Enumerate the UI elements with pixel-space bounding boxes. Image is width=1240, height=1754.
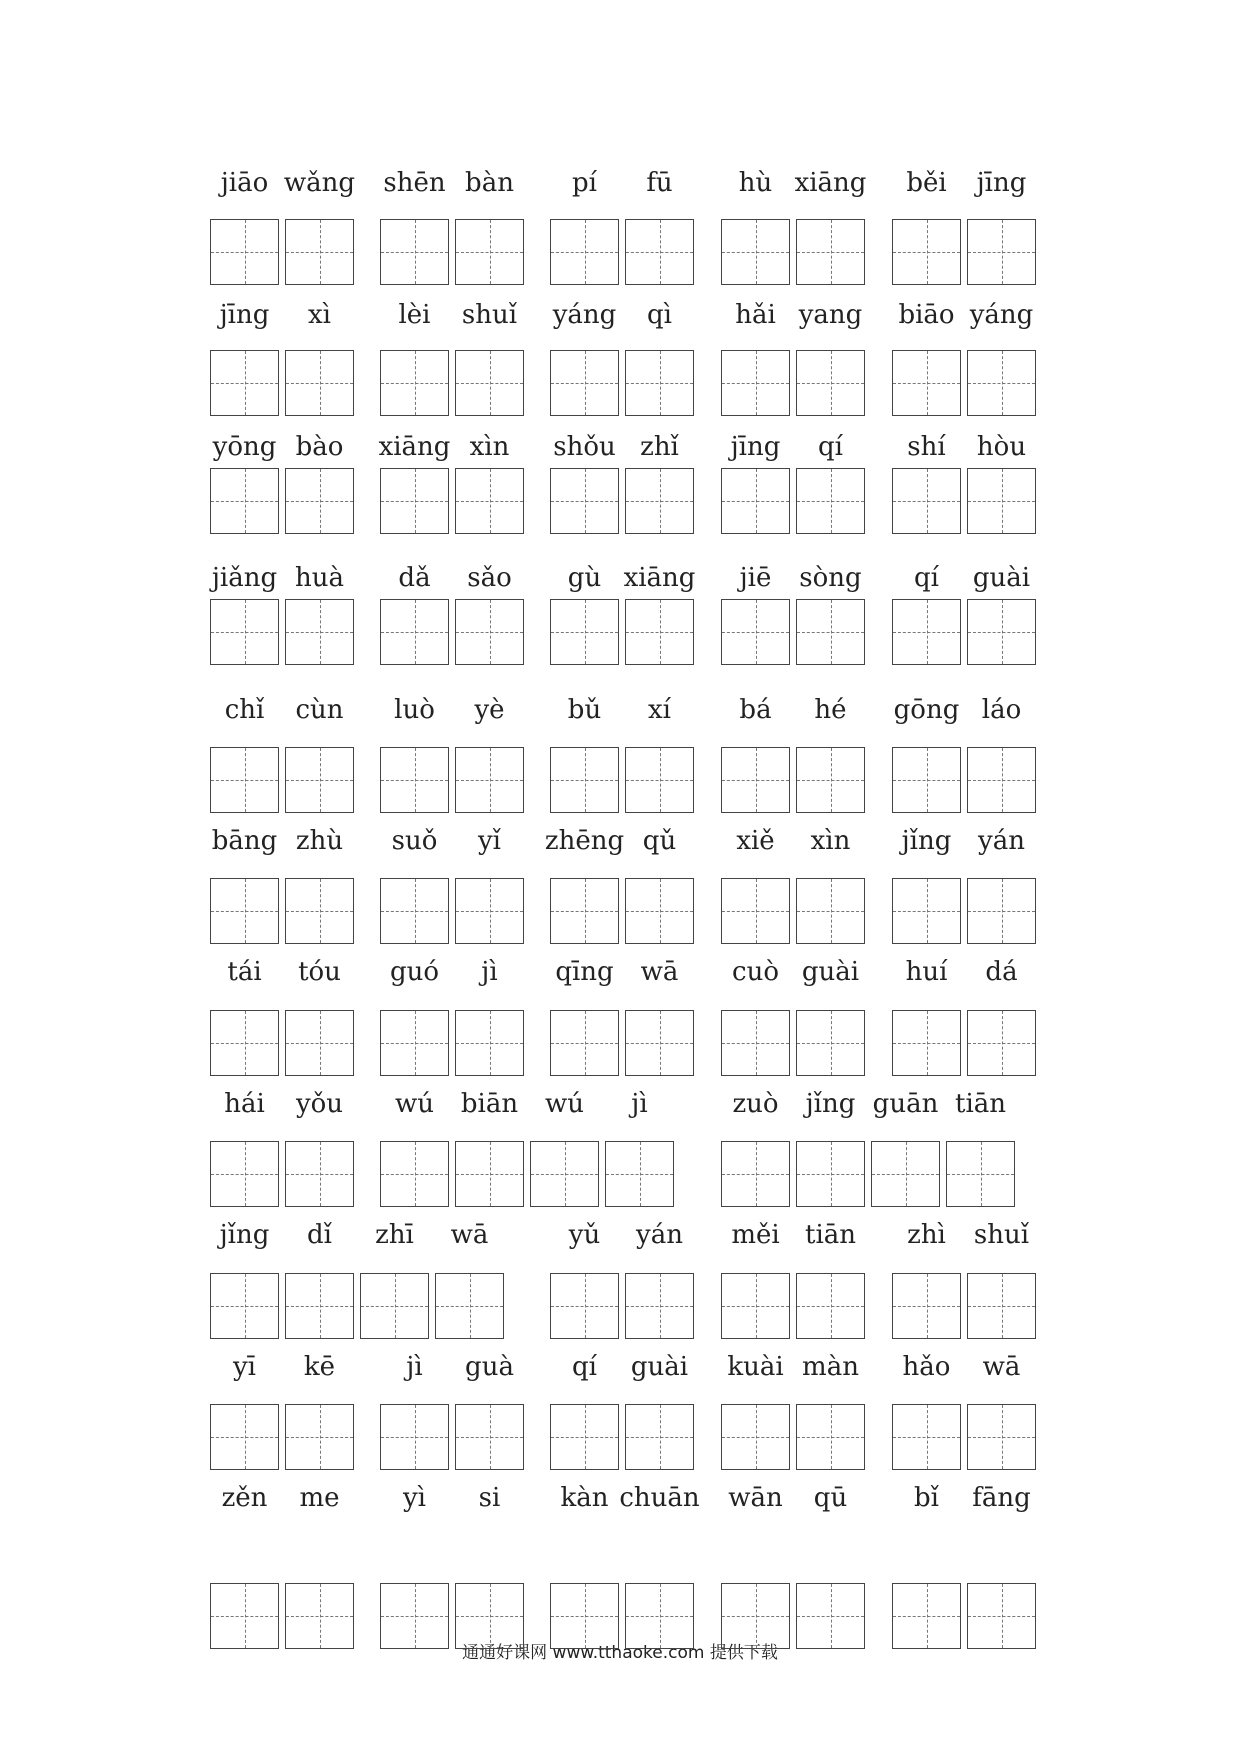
writing-grid-box[interactable] — [380, 878, 449, 944]
pinyin-label: zhēng — [544, 826, 625, 856]
writing-grid-box[interactable] — [550, 1404, 619, 1470]
writing-grid-box[interactable] — [967, 747, 1036, 813]
writing-grid-box[interactable] — [967, 350, 1036, 416]
pinyin-label: chǐ — [224, 695, 265, 725]
pinyin-label: yī — [232, 1352, 257, 1382]
writing-grid-box[interactable] — [550, 219, 619, 285]
pinyin-label: guān — [872, 1089, 939, 1119]
writing-grid-box[interactable] — [871, 1141, 940, 1207]
writing-grid-box[interactable] — [210, 219, 279, 285]
writing-grid-box[interactable] — [455, 878, 524, 944]
writing-grid-box[interactable] — [721, 878, 790, 944]
writing-grid-box[interactable] — [455, 219, 524, 285]
writing-grid-box[interactable] — [380, 1583, 449, 1649]
pinyin-label: jiāo — [220, 168, 269, 198]
pinyin-label: wā — [640, 957, 679, 987]
writing-grid-box[interactable] — [721, 1273, 790, 1339]
writing-grid-box[interactable] — [210, 1010, 279, 1076]
pinyin-label: guài — [630, 1352, 689, 1382]
pinyin-label: hǎi — [735, 300, 776, 330]
pinyin-label: shí — [907, 432, 946, 462]
writing-grid-box[interactable] — [796, 878, 865, 944]
pinyin-label: zhì — [907, 1220, 946, 1250]
writing-grid-box[interactable] — [721, 747, 790, 813]
writing-grid-box[interactable] — [892, 1583, 961, 1649]
writing-grid-box[interactable] — [285, 350, 354, 416]
writing-grid-box[interactable] — [455, 599, 524, 665]
pinyin-label: luò — [394, 695, 435, 725]
pinyin-label: biāo — [898, 300, 955, 330]
pinyin-label: si — [478, 1483, 501, 1513]
writing-grid-box[interactable] — [892, 878, 961, 944]
pinyin-label: tiān — [804, 1220, 857, 1250]
pinyin-label: wǎng — [283, 168, 356, 198]
pinyin-label: kuài — [727, 1352, 784, 1382]
writing-grid-box[interactable] — [967, 1273, 1036, 1339]
writing-grid-box[interactable] — [455, 1404, 524, 1470]
pinyin-label: qí — [914, 563, 939, 593]
pinyin-label: lèi — [398, 300, 431, 330]
pinyin-label: wú — [395, 1089, 434, 1119]
pinyin-label: hái — [224, 1089, 265, 1119]
pinyin-label: jiǎng — [211, 563, 278, 593]
writing-grid-box[interactable] — [455, 1010, 524, 1076]
writing-grid-box[interactable] — [210, 1273, 279, 1339]
writing-grid-box[interactable] — [210, 599, 279, 665]
writing-grid-box[interactable] — [530, 1141, 599, 1207]
writing-grid-box[interactable] — [625, 1010, 694, 1076]
pinyin-label: cuò — [732, 957, 779, 987]
writing-grid-box[interactable] — [550, 1583, 619, 1649]
pinyin-label: shuǐ — [973, 1220, 1030, 1250]
pinyin-label: hǎo — [902, 1352, 951, 1382]
pinyin-label: gù — [567, 563, 602, 593]
pinyin-label: xìn — [469, 432, 510, 462]
pinyin-label: hòu — [976, 432, 1027, 462]
pinyin-label: jǐng — [219, 1220, 270, 1250]
pinyin-label: yè — [474, 695, 505, 725]
pinyin-label: xiě — [736, 826, 775, 856]
pinyin-label: qí — [818, 432, 843, 462]
pinyin-label: wā — [450, 1220, 489, 1250]
writing-grid-box[interactable] — [625, 747, 694, 813]
pinyin-label: měi — [731, 1220, 780, 1250]
pinyin-label: běi — [906, 168, 947, 198]
writing-grid-box[interactable] — [967, 1583, 1036, 1649]
writing-grid-box[interactable] — [721, 350, 790, 416]
pinyin-label: zhī — [375, 1220, 414, 1250]
pinyin-label: guài — [972, 563, 1031, 593]
writing-grid-box[interactable] — [210, 1583, 279, 1649]
pinyin-label: sòng — [799, 563, 862, 593]
writing-grid-box[interactable] — [380, 1141, 449, 1207]
writing-grid-box[interactable] — [892, 1010, 961, 1076]
pinyin-label: biān — [460, 1089, 519, 1119]
pinyin-label: yang — [798, 300, 863, 330]
pinyin-label: guài — [801, 957, 860, 987]
pinyin-label: xí — [648, 695, 671, 725]
writing-grid-box[interactable] — [625, 599, 694, 665]
pinyin-label: bá — [739, 695, 772, 725]
writing-grid-box[interactable] — [796, 219, 865, 285]
pinyin-label: shǒu — [553, 432, 616, 462]
pinyin-label: huà — [295, 563, 344, 593]
pinyin-label: jīng — [730, 432, 781, 462]
writing-grid-box[interactable] — [796, 350, 865, 416]
pinyin-label: bǐ — [914, 1483, 939, 1513]
writing-grid-box[interactable] — [967, 1010, 1036, 1076]
pinyin-label: jì — [631, 1089, 648, 1119]
writing-grid-box[interactable] — [285, 1583, 354, 1649]
pinyin-label: yōng — [212, 432, 277, 462]
writing-grid-box[interactable] — [550, 468, 619, 534]
writing-grid-box[interactable] — [625, 219, 694, 285]
pinyin-label: jǐng — [901, 826, 952, 856]
pinyin-label: jì — [481, 957, 498, 987]
writing-grid-box[interactable] — [380, 1010, 449, 1076]
pinyin-label: tóu — [298, 957, 341, 987]
pinyin-label: jì — [406, 1352, 423, 1382]
writing-grid-box[interactable] — [796, 747, 865, 813]
pinyin-label: jǐng — [805, 1089, 856, 1119]
pinyin-label: yán — [636, 1220, 683, 1250]
pinyin-label: dá — [985, 957, 1018, 987]
writing-grid-box[interactable] — [360, 1273, 429, 1339]
writing-grid-box[interactable] — [550, 1010, 619, 1076]
pinyin-label: yǔ — [568, 1220, 601, 1250]
writing-grid-box[interactable] — [892, 350, 961, 416]
writing-grid-box[interactable] — [285, 747, 354, 813]
writing-grid-box[interactable] — [605, 1141, 674, 1207]
pinyin-label: tái — [227, 957, 262, 987]
pinyin-label: qū — [813, 1483, 848, 1513]
writing-grid-box[interactable] — [796, 1010, 865, 1076]
writing-grid-box[interactable] — [550, 878, 619, 944]
writing-grid-box[interactable] — [285, 599, 354, 665]
writing-grid-box[interactable] — [892, 747, 961, 813]
writing-grid-box[interactable] — [285, 1404, 354, 1470]
pinyin-label: yì — [402, 1483, 427, 1513]
writing-grid-box[interactable] — [721, 219, 790, 285]
writing-grid-box[interactable] — [380, 599, 449, 665]
writing-grid-box[interactable] — [210, 1141, 279, 1207]
writing-grid-box[interactable] — [796, 1273, 865, 1339]
pinyin-label: xiāng — [378, 432, 451, 462]
pinyin-label: shuǐ — [461, 300, 518, 330]
writing-grid-box[interactable] — [285, 1273, 354, 1339]
pinyin-label: yǐ — [477, 826, 502, 856]
writing-grid-box[interactable] — [380, 350, 449, 416]
writing-grid-box[interactable] — [721, 1010, 790, 1076]
pinyin-label: màn — [802, 1352, 859, 1382]
pinyin-label: zhù — [295, 826, 344, 856]
writing-grid-box[interactable] — [796, 468, 865, 534]
writing-grid-box[interactable] — [550, 747, 619, 813]
writing-grid-box[interactable] — [796, 599, 865, 665]
writing-grid-box[interactable] — [455, 350, 524, 416]
pinyin-label: xiāng — [623, 563, 696, 593]
pinyin-label: xiāng — [794, 168, 867, 198]
writing-grid-box[interactable] — [285, 1010, 354, 1076]
footer-credit: 通通好课网 www.tthaoke.com 提供下载 — [462, 1643, 778, 1663]
writing-grid-box[interactable] — [892, 468, 961, 534]
writing-grid-box[interactable] — [380, 1404, 449, 1470]
writing-grid-box[interactable] — [210, 878, 279, 944]
writing-grid-box[interactable] — [796, 1583, 865, 1649]
pinyin-label: yǒu — [295, 1089, 344, 1119]
writing-grid-box[interactable] — [285, 468, 354, 534]
pinyin-label: jīng — [219, 300, 270, 330]
pinyin-label: zuò — [732, 1089, 779, 1119]
writing-grid-box[interactable] — [721, 1141, 790, 1207]
pinyin-label: wú — [545, 1089, 584, 1119]
pinyin-label: qì — [647, 300, 672, 330]
pinyin-label: qí — [572, 1352, 597, 1382]
pinyin-label: zhǐ — [640, 432, 679, 462]
pinyin-label: chuān — [619, 1483, 700, 1513]
writing-grid-box[interactable] — [435, 1273, 504, 1339]
pinyin-label: me — [299, 1483, 340, 1513]
writing-grid-box[interactable] — [285, 878, 354, 944]
writing-grid-box[interactable] — [967, 878, 1036, 944]
pinyin-label: kē — [303, 1352, 336, 1382]
writing-grid-box[interactable] — [455, 1141, 524, 1207]
writing-grid-box[interactable] — [967, 1404, 1036, 1470]
pinyin-label: dǐ — [307, 1220, 332, 1250]
pinyin-label: fāng — [972, 1483, 1031, 1513]
writing-grid-box[interactable] — [946, 1141, 1015, 1207]
pinyin-label: wā — [982, 1352, 1021, 1382]
writing-grid-box[interactable] — [721, 599, 790, 665]
writing-grid-box[interactable] — [455, 1583, 524, 1649]
writing-grid-box[interactable] — [210, 747, 279, 813]
pinyin-label: tiān — [954, 1089, 1007, 1119]
pinyin-label: fū — [646, 168, 673, 198]
writing-grid-box[interactable] — [285, 1141, 354, 1207]
pinyin-label: guó — [389, 957, 440, 987]
pinyin-label: yáng — [969, 300, 1034, 330]
writing-grid-box[interactable] — [967, 599, 1036, 665]
writing-grid-box[interactable] — [892, 599, 961, 665]
writing-grid-box[interactable] — [550, 350, 619, 416]
pinyin-label: sǎo — [467, 563, 512, 593]
pinyin-label: qīng — [555, 957, 614, 987]
writing-grid-box[interactable] — [967, 468, 1036, 534]
pinyin-label: bāng — [211, 826, 278, 856]
pinyin-label: suǒ — [391, 826, 438, 856]
writing-grid-box[interactable] — [625, 468, 694, 534]
pinyin-label: bàn — [465, 168, 514, 198]
pinyin-label: jīng — [976, 168, 1027, 198]
writing-grid-box[interactable] — [285, 219, 354, 285]
writing-grid-box[interactable] — [892, 219, 961, 285]
pinyin-label: zěn — [221, 1483, 268, 1513]
writing-grid-box[interactable] — [455, 468, 524, 534]
writing-grid-box[interactable] — [892, 1273, 961, 1339]
writing-grid-box[interactable] — [380, 468, 449, 534]
writing-grid-box[interactable] — [892, 1404, 961, 1470]
pinyin-label: xìn — [810, 826, 851, 856]
pinyin-label: kàn — [560, 1483, 609, 1513]
pinyin-label: dǎ — [398, 563, 431, 593]
pinyin-label: gōng — [893, 695, 960, 725]
pinyin-label: guà — [465, 1352, 514, 1382]
pinyin-label: hù — [738, 168, 773, 198]
writing-grid-box[interactable] — [721, 468, 790, 534]
writing-grid-box[interactable] — [550, 1273, 619, 1339]
writing-grid-box[interactable] — [455, 747, 524, 813]
writing-grid-box[interactable] — [210, 350, 279, 416]
pinyin-label: cùn — [295, 695, 344, 725]
pinyin-label: xì — [308, 300, 331, 330]
writing-grid-box[interactable] — [210, 468, 279, 534]
pinyin-label: láo — [981, 695, 1022, 725]
writing-grid-box[interactable] — [721, 1404, 790, 1470]
writing-grid-box[interactable] — [796, 1404, 865, 1470]
writing-grid-box[interactable] — [625, 878, 694, 944]
writing-grid-box[interactable] — [721, 1583, 790, 1649]
pinyin-label: yán — [978, 826, 1025, 856]
writing-grid-box[interactable] — [625, 350, 694, 416]
writing-grid-box[interactable] — [550, 599, 619, 665]
pinyin-label: bào — [295, 432, 344, 462]
writing-grid-box[interactable] — [967, 219, 1036, 285]
writing-grid-box[interactable] — [380, 219, 449, 285]
writing-grid-box[interactable] — [796, 1141, 865, 1207]
pinyin-label: wān — [728, 1483, 783, 1513]
pinyin-label: hé — [814, 695, 847, 725]
writing-grid-box[interactable] — [625, 1273, 694, 1339]
pinyin-label: shēn — [383, 168, 446, 198]
pinyin-label: pí — [572, 168, 597, 198]
writing-grid-box[interactable] — [380, 747, 449, 813]
pinyin-label: bǔ — [567, 695, 602, 725]
pinyin-label: huí — [905, 957, 948, 987]
writing-grid-box[interactable] — [625, 1404, 694, 1470]
writing-grid-box[interactable] — [625, 1583, 694, 1649]
pinyin-label: jiē — [739, 563, 772, 593]
writing-grid-box[interactable] — [210, 1404, 279, 1470]
pinyin-label: yáng — [552, 300, 617, 330]
pinyin-label: qǔ — [642, 826, 677, 856]
